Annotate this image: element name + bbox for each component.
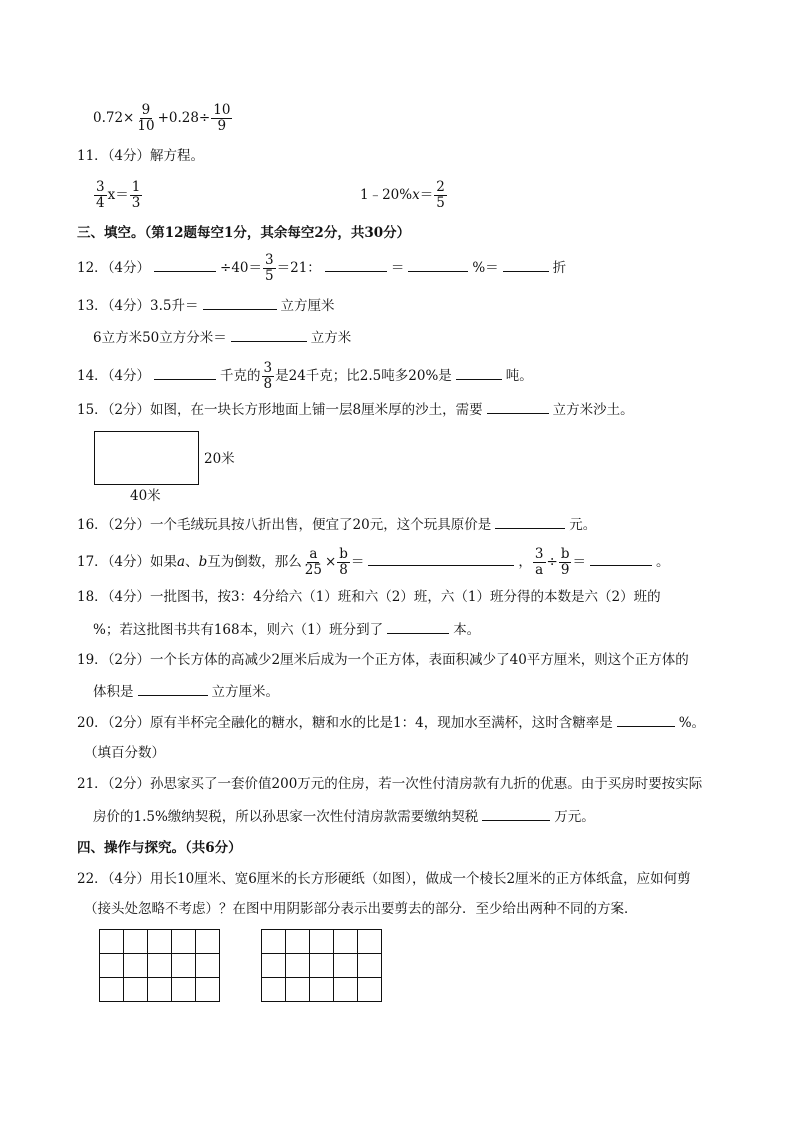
question-22-line2 <box>84 899 638 919</box>
question-text: ， <box>518 554 532 570</box>
numerator: 3 <box>534 546 544 562</box>
question-number: 11． <box>77 148 108 164</box>
expr-part: +0.28÷ <box>157 110 211 126</box>
denominator: 5 <box>265 268 274 284</box>
question-text: 孙思家买了一套价值200万元的住房，若一次性付清房款有九折的优惠。由于买房时要按实际 <box>150 776 703 792</box>
equation-2 <box>360 180 448 211</box>
numerator: 2 <box>436 179 445 195</box>
fraction <box>337 547 350 578</box>
question-text: ＝ <box>390 260 405 276</box>
question-text: 解方程。 <box>150 148 205 164</box>
question-18 <box>77 587 661 607</box>
question-19 <box>77 650 689 670</box>
question-text: 折 <box>552 260 567 276</box>
question-text: 互为倒数，那么 <box>207 554 302 570</box>
question-text: 体积是 <box>93 684 134 700</box>
denominator: a <box>535 562 544 578</box>
question-text: 本。 <box>453 622 481 638</box>
variable: b <box>198 554 208 570</box>
denominator: 8 <box>263 376 273 392</box>
answer-blank[interactable] <box>325 257 387 272</box>
question-text: 房价的1.5%缴纳契税，所以孙思家一次性付清房款需要缴纳契税 <box>93 809 479 825</box>
question-text: 如果 <box>150 554 178 570</box>
question-16 <box>77 514 596 535</box>
question-11 <box>77 146 204 166</box>
denominator: 8 <box>339 562 348 578</box>
answer-blank[interactable] <box>487 399 549 414</box>
question-text: 6立方米50立方分米＝ <box>93 330 227 346</box>
question-text: %＝ <box>472 260 499 276</box>
numerator: 3 <box>96 179 105 195</box>
answer-blank[interactable] <box>387 619 449 634</box>
question-13 <box>77 295 335 316</box>
numerator: a <box>309 546 318 562</box>
question-number: 15． <box>77 402 108 418</box>
fraction <box>263 253 276 284</box>
question-number: 20． <box>77 715 108 731</box>
question-text: 用长10厘米、宽6厘米的长方形硬纸（如图），做成一个棱长2厘米的正方体纸盒，应如何剪 <box>150 871 691 887</box>
question-text: 立方厘米 <box>280 298 335 314</box>
question-score: （4分） <box>107 260 151 276</box>
question-text: 、 <box>185 554 199 570</box>
question-number: 21． <box>77 776 108 792</box>
answer-blank[interactable] <box>138 681 208 696</box>
denominator: 25 <box>304 562 322 578</box>
answer-blank[interactable] <box>154 257 216 272</box>
question-text: （填百分数） <box>84 745 165 761</box>
question-text: 立方厘米。 <box>211 684 279 700</box>
variable: a <box>177 554 186 570</box>
question-text: %；若这批图书共有168本，则六（1）班分到了 <box>93 622 384 638</box>
question-12 <box>77 253 566 284</box>
section-4-heading: 四、操作与探究。（共6分） <box>77 840 242 856</box>
denominator: 5 <box>436 195 445 211</box>
question-13-line2 <box>93 327 351 348</box>
question-text: %。 <box>678 715 706 731</box>
question-text: 立方米 <box>310 330 352 346</box>
question-number: 19． <box>77 652 108 668</box>
equation-1 <box>93 180 143 211</box>
question-number: 18． <box>77 589 108 605</box>
fraction <box>434 180 447 211</box>
answer-blank[interactable] <box>408 257 468 272</box>
question-number: 17． <box>77 554 108 570</box>
fraction <box>559 547 572 578</box>
operator: ÷ <box>546 554 558 570</box>
denominator: 10 <box>137 118 155 134</box>
denominator: 4 <box>96 195 105 211</box>
answer-blank[interactable] <box>503 257 549 272</box>
question-number: 16． <box>77 517 108 533</box>
question-text: ＝21： <box>276 260 321 276</box>
answer-blank[interactable] <box>456 365 502 380</box>
fraction <box>303 547 324 578</box>
variable: x <box>412 187 420 203</box>
question-text: （接头处忽略不考虑）？在图中用阴影部分表示出要剪去的部分．至少给出两种不同的方案． <box>84 901 638 917</box>
answer-blank[interactable] <box>203 295 277 310</box>
denominator: 9 <box>560 562 570 578</box>
answer-blank[interactable] <box>154 365 216 380</box>
question-text: 元。 <box>569 517 597 533</box>
numerator: 10 <box>213 102 231 118</box>
question-text: 千克的 <box>220 368 261 384</box>
question-18-line2 <box>93 619 480 640</box>
question-text: 是24千克；比2.5吨多20%是 <box>275 368 452 384</box>
answer-blank[interactable] <box>231 327 307 342</box>
question-score: （2分） <box>107 776 151 792</box>
question-score: （4分） <box>107 298 151 314</box>
question-17 <box>77 547 669 578</box>
question-score: （2分） <box>107 402 151 418</box>
question-text: 一个长方体的高减少2厘米后成为一个正方体，表面积减少了40平方厘米，则这个正方体的 <box>150 652 689 668</box>
question-text: 。 <box>655 554 670 570</box>
expr-part: 0.72× <box>93 110 135 126</box>
answer-blank[interactable] <box>590 551 652 566</box>
question-text: 一个毛绒玩具按八折出售，便宜了20元，这个玩具原价是 <box>150 517 492 533</box>
length-label: 40米 <box>130 488 161 504</box>
question-score: （2分） <box>107 715 151 731</box>
operator: × <box>324 554 337 570</box>
rectangle-figure <box>94 431 199 485</box>
question-score: （4分） <box>107 554 151 570</box>
operator: ＝ <box>350 554 365 570</box>
answer-blank[interactable] <box>495 514 565 529</box>
question-score: （4分） <box>107 589 151 605</box>
question-score: （4分） <box>107 368 151 384</box>
section-3-heading: 三、填空。（第12题每空1分，其余每空2分，共30分） <box>77 225 411 241</box>
question-score: （4分） <box>107 148 151 164</box>
question-number: 12． <box>77 260 108 276</box>
numerator: 3 <box>263 360 273 376</box>
question-number: 13． <box>77 298 108 314</box>
question-number: 22． <box>77 871 108 887</box>
question-14 <box>77 361 533 392</box>
question-21-line2 <box>93 806 595 827</box>
answer-blank[interactable] <box>482 806 550 821</box>
question-19-line2 <box>93 681 279 702</box>
question-number: 14． <box>77 368 108 384</box>
equation-part: ＝ <box>419 187 434 203</box>
question-22 <box>77 869 691 889</box>
fraction <box>130 180 143 211</box>
question-20 <box>77 712 705 733</box>
numerator: 1 <box>131 179 141 195</box>
equation-part: x＝ <box>107 187 129 203</box>
question-15 <box>77 399 634 420</box>
question-text: 立方米沙土。 <box>552 402 634 418</box>
question-text: ÷40＝ <box>220 260 263 276</box>
numerator: b <box>339 546 348 562</box>
question-text: 原有半杯完全融化的糖水，糖和水的比是1：4，现加水至满杯，这时含糖率是 <box>150 715 613 731</box>
question-21 <box>77 774 702 794</box>
numerator: b <box>560 546 570 562</box>
fraction <box>211 103 232 134</box>
question-text: 吨。 <box>505 368 533 384</box>
numerator: 9 <box>141 102 151 118</box>
question-score: （2分） <box>107 652 151 668</box>
width-label: 20米 <box>204 451 235 467</box>
question-score: （4分） <box>107 871 151 887</box>
answer-blank[interactable] <box>368 551 514 566</box>
operator: ＝ <box>572 554 586 570</box>
fraction <box>94 180 107 211</box>
question-text: 一批图书，按3：4分给六（1）班和六（2）班，六（1）班分得的本数是六（2）班的 <box>150 589 661 605</box>
fraction <box>135 103 156 134</box>
denominator: 9 <box>217 118 227 134</box>
expression-10 <box>93 103 233 134</box>
question-20-line2 <box>84 743 165 763</box>
answer-blank[interactable] <box>617 712 675 727</box>
question-text: 万元。 <box>554 809 595 825</box>
question-score: （2分） <box>107 517 151 533</box>
question-text: 如图，在一块长方形地面上铺一层8厘米厚的沙土，需要 <box>150 402 483 418</box>
fraction <box>533 547 546 578</box>
paper-grid-1[interactable] <box>99 929 220 1002</box>
denominator: 3 <box>131 195 141 211</box>
numerator: 3 <box>265 252 274 268</box>
fraction <box>262 361 275 392</box>
question-text: 3.5升＝ <box>150 298 199 314</box>
equation-part: 1﹣20% <box>360 187 413 203</box>
paper-grid-2[interactable] <box>261 929 382 1002</box>
